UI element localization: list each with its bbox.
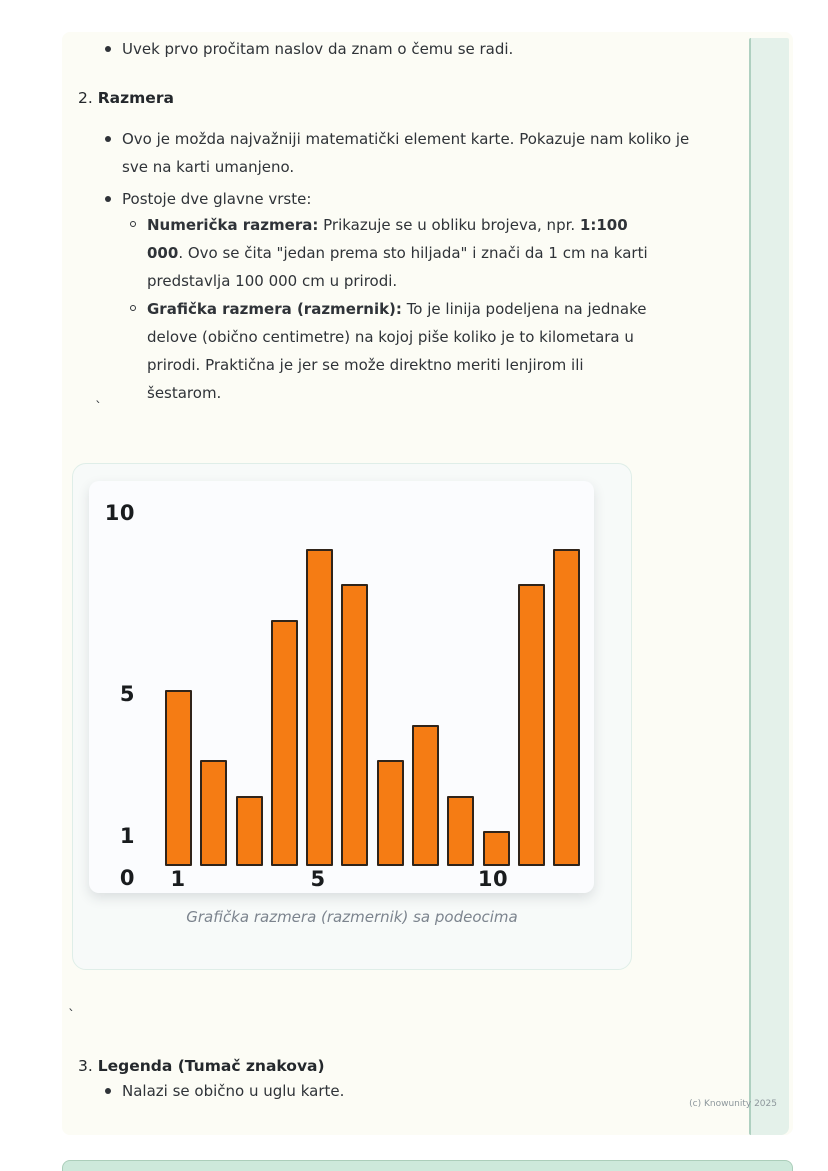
x-tick-label: 5 [310, 867, 326, 891]
list-item-text: Numerička razmera: Prikazuje se u obliku brojeva, npr. 1:100 000. Ovo se čita "jedan prema sto hiljada" i znači da 1 cm na karti predstavlja 100 000 cm u prirodi. [147, 216, 648, 290]
list-item [130, 295, 662, 407]
list-item [105, 185, 311, 213]
bullet-icon [105, 46, 111, 52]
list-item [105, 1077, 344, 1105]
bar [412, 725, 439, 866]
list-item [105, 35, 513, 63]
term-bold: Numerička razmera: [147, 216, 319, 234]
bullet-icon [105, 1088, 111, 1094]
list-item-text: Ovo je možda najvažniji matematički element karte. Pokazuje nam koliko je sve na karti umanjeno. [122, 130, 690, 176]
section-heading [78, 86, 174, 110]
bar [377, 760, 404, 866]
list-item-text: Nalazi se obično u uglu karte. [122, 1082, 345, 1100]
bar [518, 584, 545, 866]
bars [165, 549, 580, 866]
list-item-text: Postoje dve glavne vrste: [122, 190, 312, 208]
y-tick-label: 10 [104, 501, 135, 525]
page-accent-strip [749, 38, 789, 1135]
stray-backtick: ` [95, 400, 102, 416]
bullet-icon [105, 196, 111, 202]
bar [447, 796, 474, 866]
circle-bullet-icon [130, 305, 136, 311]
bar [306, 549, 333, 866]
x-tick-label: 1 [170, 867, 186, 891]
bar [165, 690, 192, 866]
bar [236, 796, 263, 866]
list-item [105, 125, 700, 181]
bar [341, 584, 368, 866]
y-tick-label: 5 [119, 682, 135, 706]
x-tick-label: 10 [477, 867, 509, 891]
section-title: Razmera [97, 89, 174, 107]
ratio-bold: 1:100 000 [147, 216, 628, 262]
document-page [62, 32, 793, 1135]
section-number: 2. [78, 89, 93, 107]
bullet-icon [105, 136, 111, 142]
section-heading [78, 1054, 325, 1078]
section-title: Legenda (Tumač znakova) [97, 1057, 325, 1075]
stray-backtick: ` [68, 1008, 75, 1024]
bar [553, 549, 580, 866]
term-bold: Grafička razmera (razmernik): [147, 300, 402, 318]
bar [271, 620, 298, 866]
next-page-edge [62, 1160, 793, 1171]
chart-caption: Grafička razmera (razmernik) sa podeocima [186, 908, 518, 926]
list-item [130, 211, 662, 295]
y-tick-label: 0 [119, 866, 135, 890]
bar [483, 831, 510, 866]
list-item-text: Uvek prvo pročitam naslov da znam o čemu se radi. [122, 40, 514, 58]
chart-card [72, 463, 632, 970]
section-number: 3. [78, 1057, 93, 1075]
copyright-notice: (c) Knowunity 2025 [689, 1099, 777, 1109]
y-tick-label: 1 [119, 824, 135, 848]
circle-bullet-icon [130, 221, 136, 227]
list-item-text: Grafička razmera (razmernik): To je linija podeljena na jednake delove (obično centimetre) na kojoj piše koliko je to kilometara u prirodi. Praktična je jer se može direktno meriti lenjirom ili šestarom. [147, 300, 647, 402]
bar-chart [89, 481, 594, 893]
bar [200, 760, 227, 866]
